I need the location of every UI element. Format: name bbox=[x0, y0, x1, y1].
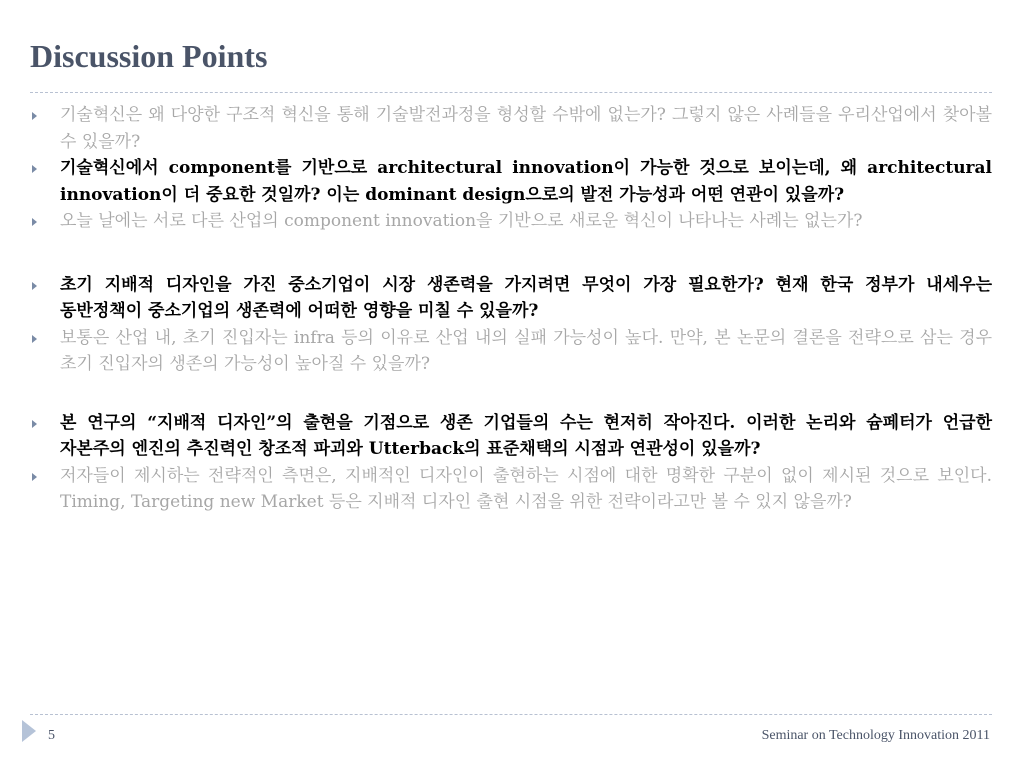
bullet-arrow-icon bbox=[32, 218, 37, 226]
bullet-text: 저자들이 제시하는 전략적인 측면은, 지배적인 디자인이 출현하는 시점에 대한 명확한 구분이 없이 제시된 것으로 보인다. Timing, Targeting new Market 등은 지배적 디자인 출현 시점을 위한 전략이라고만 볼 수 있지 않을까? bbox=[60, 465, 992, 512]
list-item bbox=[30, 325, 992, 378]
footer-divider bbox=[30, 714, 992, 715]
bullet-text: 기술혁신에서 component를 기반으로 architectural innovation이 가능한 것으로 보이는데, 왜 architectural innovation이 더 중요한 것일까? 이는 dominant design으로의 발전 가능성과 어떤 연관이 있을까? bbox=[60, 158, 992, 205]
bullet-text: 보통은 산업 내, 초기 진입자는 infra 등의 이유로 산업 내의 실패 가능성이 높다. 만약, 본 논문의 결론을 전략으로 삼는 경우 초기 진입자의 생존의 가능성이 높아질 수 있을까? bbox=[60, 327, 992, 374]
footer-arrow-icon bbox=[22, 720, 36, 742]
footer-caption: Seminar on Technology Innovation 2011 bbox=[761, 728, 990, 743]
title-divider bbox=[30, 92, 992, 93]
list-item bbox=[30, 463, 992, 516]
bullet-arrow-icon bbox=[32, 112, 37, 120]
bullet-arrow-icon bbox=[32, 420, 37, 428]
discussion-list bbox=[30, 102, 992, 516]
bullet-text: 오늘 날에는 서로 다른 산업의 component innovation을 기반으로 새로운 혁신이 나타나는 사례는 없는가? bbox=[60, 211, 863, 231]
page-number: 5 bbox=[48, 728, 55, 743]
list-item bbox=[30, 155, 992, 208]
bullet-text: 초기 지배적 디자인을 가진 중소기업이 시장 생존력을 가지려면 무엇이 가장 필요한가? 현재 한국 정부가 내세우는 동반정책이 중소기업의 생존력에 어떠한 영향을 미칠 수 있을까? bbox=[60, 274, 992, 321]
slide-title: Discussion Points bbox=[30, 38, 268, 74]
list-item bbox=[30, 102, 992, 155]
bullet-arrow-icon bbox=[32, 335, 37, 343]
spacer bbox=[30, 235, 992, 272]
list-item bbox=[30, 410, 992, 463]
bullet-text: 본 연구의 “지배적 디자인”의 출현을 기점으로 생존 기업들의 수는 현저히 작아진다. 이러한 논리와 슘페터가 언급한 자본주의 엔진의 추진력인 창조적 파괴와 Utterback의 표준채택의 시점과 연관성이 있을까? bbox=[60, 412, 992, 459]
list-item bbox=[30, 208, 992, 235]
bullet-arrow-icon bbox=[32, 282, 37, 290]
bullet-arrow-icon bbox=[32, 165, 37, 173]
list-item bbox=[30, 272, 992, 325]
bullet-arrow-icon bbox=[32, 473, 37, 481]
bullet-text: 기술혁신은 왜 다양한 구조적 혁신을 통해 기술발전과정을 형성할 수밖에 없는가? 그렇지 않은 사례들을 우리산업에서 찾아볼 수 있을까? bbox=[60, 105, 992, 152]
spacer bbox=[30, 378, 992, 410]
